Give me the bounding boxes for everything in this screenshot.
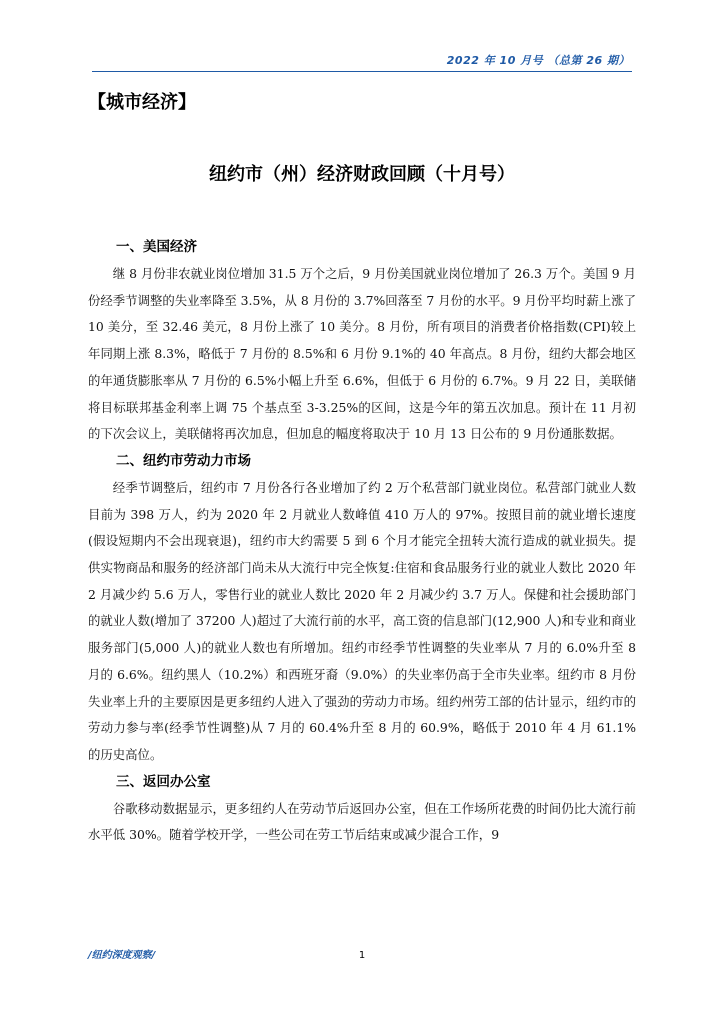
section-heading-us-economy: 一、美国经济 (116, 239, 197, 255)
footer-publication-label: /纽约深度观察/ (88, 950, 156, 961)
section-paragraph-us-economy: 继 8 月份非农就业岗位增加 31.5 万个之后，9 月份美国就业岗位增加了 26.3 万个。美国 9 月份经季节调整的失业率降至 3.5%，从 8 月份的 3.7%回落至 7 月份的水平。9 月份平均时薪上涨了 10 美分，至 32.46 美元，8 月份上涨了 10 美分。8 月份，所有项目的消费者价格指数(CPI)较上年同期上涨 8.3%，略低于 7 月份的 8.5%和 6 月份 9.1%的 40 年高点。8 月份，纽约大都会地区的年通货膨胀率从 7 月份的 6.5%小幅上升至 6.6%，但低于 6 月份的 6.7%。9 月 22 日，美联储将目标联邦基金利率上调 75 个基点至 3-3.25%的区间，这是今年的第五次加息。预计在 11 月初的下次会议上，美联储将再次加息，但加息的幅度将取决于 10 月 13 日公布的 9 月份通胀数据。 (88, 266, 636, 442)
section-heading-return-to-office: 三、返回办公室 (116, 773, 211, 790)
section-heading-nyc-labor-market: 二、纽约市劳动力市场 (116, 452, 251, 469)
issue-label: 2022 年 10 月号 （总第 26 期） (446, 54, 630, 67)
article-body (88, 234, 636, 849)
section-paragraph-return-to-office: 谷歌移动数据显示，更多纽约人在劳动节后返回办公室，但在工作场所花费的时间仍比大流行前水平低 30%。随着学校开学，一些公司在劳工节后结束或减少混合工作，9 (88, 800, 636, 843)
article-title: 纽约市（州）经济财政回顾（十月号） (209, 164, 515, 185)
section-tag: 【城市经济】 (88, 92, 196, 113)
header-rule (92, 71, 632, 72)
page-number: 1 (358, 950, 366, 961)
section-paragraph-nyc-labor-market: 经季节调整后，纽约市 7 月份各行各业增加了约 2 万个私营部门就业岗位。私营部门就业人数目前为 398 万人，约为 2020 年 2 月就业人数峰值 410 万人的 97%。按照目前的就业增长速度(假设短期内不会出现衰退)，纽约市大约需要 5 到 6 个月才能完全扭转大流行造成的就业损失。提供实物商品和服务的经济部门尚未从大流行中完全恢复:住宿和食品服务行业的就业人数比 2020 年 2 月减少约 5.6 万人，零售行业的就业人数比 2020 年 2 月减少约 3.7 万人。保健和社会援助部门的就业人数(增加了 37200 人)超过了大流行前的水平，高工资的信息部门(12,900 人)和专业和商业服务部门(5,000 人)的就业人数也有所增加。纽约市经季节性调整的失业率从 7 月的 6.0%升至 8 月的 6.6%。纽约黑人（10.2%）和西班牙裔（9.0%）的失业率仍高于全市失业率。纽约市 8 月份失业率上升的主要原因是更多纽约人进入了强劲的劳动力市场。纽约州劳工部的估计显示，纽约市的劳动力参与率(经季节性调整)从 7 月的 60.4%升至 8 月的 60.9%，略低于 2010 年 4 月 61.1%的历史高位。 (88, 479, 636, 762)
